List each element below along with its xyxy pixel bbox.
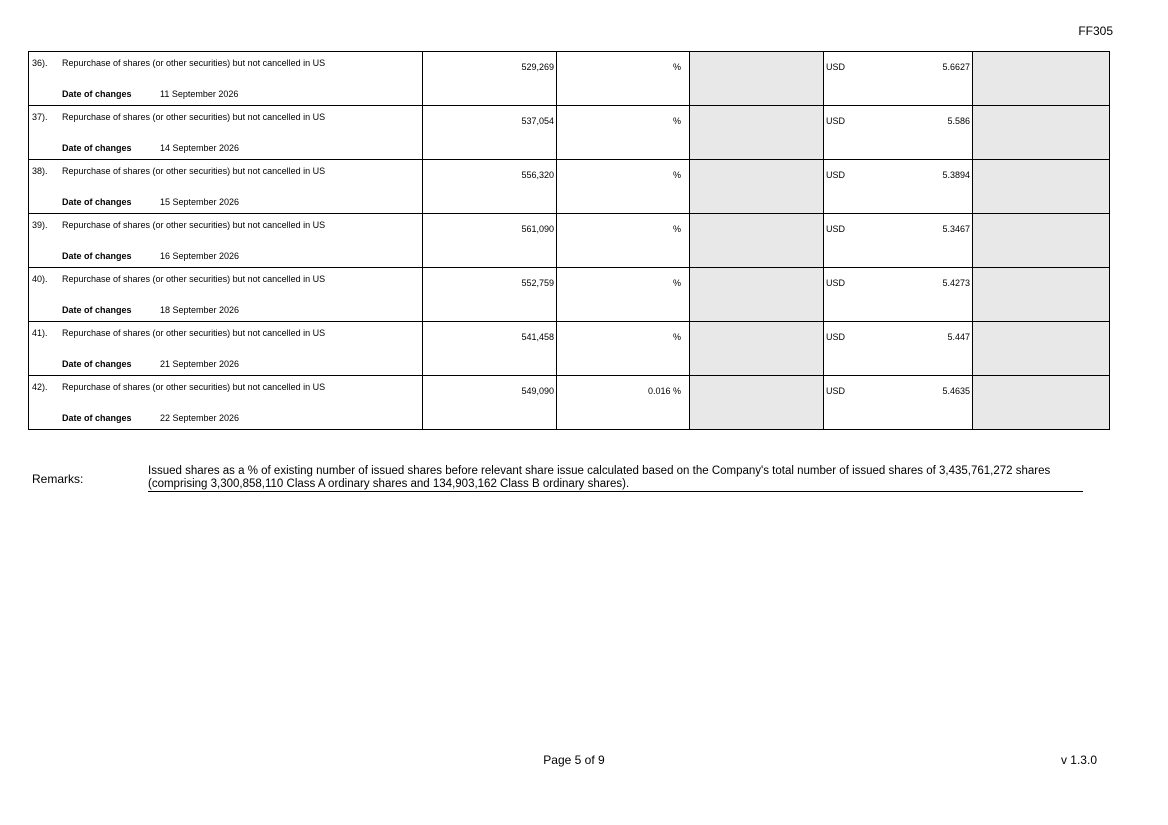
shares-value: 552,759 <box>521 278 554 288</box>
date-of-changes-label: Date of changes <box>62 359 132 369</box>
date-of-changes-value: 21 September 2026 <box>160 359 240 369</box>
percent-value: % <box>672 278 681 288</box>
percent-value: % <box>672 332 681 342</box>
price-cell <box>824 322 973 376</box>
price-value: 5.6627 <box>942 62 970 72</box>
blank-grey-cell <box>690 376 824 430</box>
row-number: 36). <box>32 58 48 68</box>
shares-cell <box>423 52 557 106</box>
date-of-changes-label: Date of changes <box>62 251 132 261</box>
date-of-changes-label: Date of changes <box>62 89 132 99</box>
row-description-cell <box>29 214 423 268</box>
share-repurchase-table <box>28 51 1110 430</box>
blank-grey-cell <box>973 106 1110 160</box>
percent-cell <box>557 214 690 268</box>
price-value: 5.4635 <box>942 386 970 396</box>
date-of-changes-value: 22 September 2026 <box>160 413 240 423</box>
shares-value: 529,269 <box>521 62 554 72</box>
date-of-changes-value: 16 September 2026 <box>160 251 240 261</box>
row-number: 42). <box>32 382 48 392</box>
row-description: Repurchase of shares (or other securities) but not cancelled in US <box>62 274 326 284</box>
price-cell <box>824 106 973 160</box>
shares-value: 556,320 <box>521 170 554 180</box>
table-row <box>29 52 1110 106</box>
percent-value: 0.016 % <box>647 386 681 396</box>
date-of-changes-label: Date of changes <box>62 197 132 207</box>
shares-value: 537,054 <box>521 116 554 126</box>
row-description: Repurchase of shares (or other securities) but not cancelled in US <box>62 166 326 176</box>
blank-grey-cell <box>690 106 824 160</box>
table-row <box>29 214 1110 268</box>
table-row <box>29 106 1110 160</box>
price-value: 5.447 <box>947 332 970 342</box>
remarks-text: Issued shares as a % of existing number of issued shares before relevant share issue calculated based on the Company's total number of issued shares of 3,435,761,272 shares (comprising 3,300,858,110 Class A ordinary shares and 134,903,162 Class B ordinary shares). <box>148 465 1083 492</box>
row-description: Repurchase of shares (or other securities) but not cancelled in US <box>62 328 326 338</box>
version-label: v 1.3.0 <box>1060 753 1097 767</box>
date-of-changes-value: 18 September 2026 <box>160 305 240 315</box>
table-row <box>29 160 1110 214</box>
date-of-changes-label: Date of changes <box>62 413 132 423</box>
price-value: 5.3467 <box>942 224 970 234</box>
price-value: 5.4273 <box>942 278 970 288</box>
page-number: Page 5 of 9 <box>543 753 605 767</box>
percent-value: % <box>672 170 681 180</box>
date-of-changes-value: 14 September 2026 <box>160 143 240 153</box>
row-number: 39). <box>32 220 48 230</box>
blank-grey-cell <box>690 214 824 268</box>
currency-label: USD <box>826 278 846 288</box>
row-description-cell <box>29 160 423 214</box>
price-cell <box>824 214 973 268</box>
row-description-cell <box>29 106 423 160</box>
form-code: FF305 <box>1078 24 1113 38</box>
blank-grey-cell <box>690 52 824 106</box>
shares-cell <box>423 376 557 430</box>
shares-cell <box>423 160 557 214</box>
blank-grey-cell <box>973 160 1110 214</box>
price-value: 5.586 <box>947 116 970 126</box>
price-cell <box>824 160 973 214</box>
blank-grey-cell <box>973 376 1110 430</box>
row-description-cell <box>29 52 423 106</box>
blank-grey-cell <box>690 322 824 376</box>
price-cell <box>824 268 973 322</box>
row-number: 40). <box>32 274 48 284</box>
date-of-changes-label: Date of changes <box>62 143 132 153</box>
percent-cell <box>557 268 690 322</box>
percent-cell <box>557 52 690 106</box>
percent-value: % <box>672 62 681 72</box>
row-description: Repurchase of shares (or other securities) but not cancelled in US <box>62 220 326 230</box>
blank-grey-cell <box>690 268 824 322</box>
table-row <box>29 376 1110 430</box>
date-of-changes-value: 11 September 2026 <box>160 89 239 99</box>
percent-cell <box>557 160 690 214</box>
price-cell <box>824 52 973 106</box>
row-number: 41). <box>32 328 48 338</box>
shares-cell <box>423 106 557 160</box>
table-row <box>29 268 1110 322</box>
percent-cell <box>557 376 690 430</box>
currency-label: USD <box>826 386 846 396</box>
percent-value: % <box>672 224 681 234</box>
currency-label: USD <box>826 62 846 72</box>
currency-label: USD <box>826 116 846 126</box>
percent-cell <box>557 322 690 376</box>
price-cell <box>824 376 973 430</box>
percent-cell <box>557 106 690 160</box>
row-description-cell <box>29 376 423 430</box>
blank-grey-cell <box>973 52 1110 106</box>
date-of-changes-label: Date of changes <box>62 305 132 315</box>
shares-cell <box>423 214 557 268</box>
remarks-label: Remarks: <box>32 472 84 486</box>
currency-label: USD <box>826 170 846 180</box>
row-description: Repurchase of shares (or other securities) but not cancelled in US <box>62 112 326 122</box>
price-value: 5.3894 <box>942 170 970 180</box>
currency-label: USD <box>826 332 846 342</box>
blank-grey-cell <box>973 268 1110 322</box>
blank-grey-cell <box>690 160 824 214</box>
row-number: 38). <box>32 166 48 176</box>
percent-value: % <box>672 116 681 126</box>
date-of-changes-value: 15 September 2026 <box>160 197 240 207</box>
row-description: Repurchase of shares (or other securities) but not cancelled in US <box>62 58 326 68</box>
row-number: 37). <box>32 112 48 122</box>
shares-cell <box>423 268 557 322</box>
blank-grey-cell <box>973 214 1110 268</box>
row-description-cell <box>29 322 423 376</box>
row-description: Repurchase of shares (or other securities) but not cancelled in US <box>62 382 326 392</box>
shares-value: 561,090 <box>521 224 554 234</box>
shares-value: 549,090 <box>521 386 554 396</box>
table-row <box>29 322 1110 376</box>
row-description-cell <box>29 268 423 322</box>
currency-label: USD <box>826 224 846 234</box>
blank-grey-cell <box>973 322 1110 376</box>
shares-cell <box>423 322 557 376</box>
shares-value: 541,458 <box>521 332 554 342</box>
